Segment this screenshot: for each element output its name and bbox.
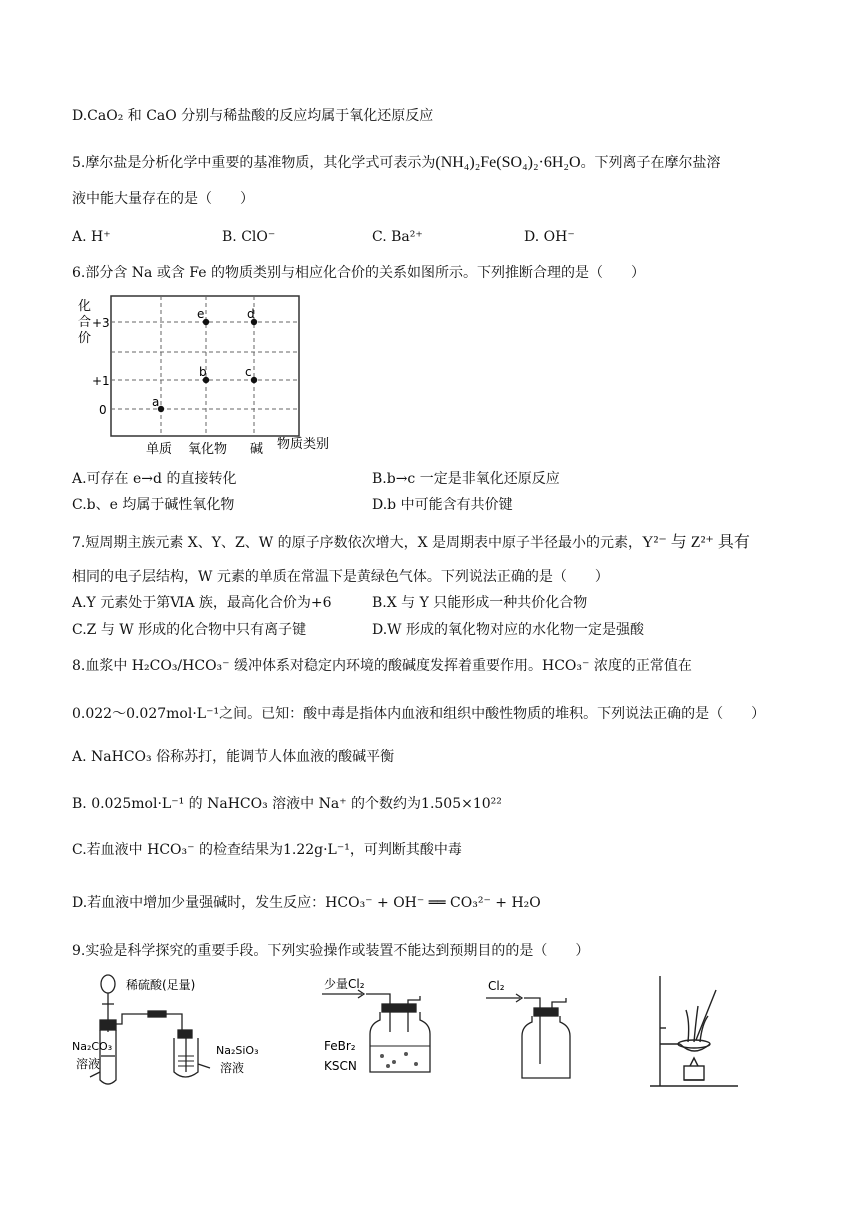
q8-stem-line2: 0.022～0.027mol·L⁻¹之间。已知：酸中毒是指体内血液和组织中酸性物质的堆积。下列说法正确的是（ ）	[72, 706, 766, 722]
q9-apparatus-2	[320, 972, 450, 1082]
ylabel-char-3: 价	[78, 331, 92, 346]
q5-option-a: A. H⁺	[72, 229, 111, 245]
q8-option-c: C.若血液中 HCO₃⁻ 的检查结果为1.22g·L⁻¹，可判断其酸中毒	[72, 842, 462, 858]
q7-ions: Y²⁻ 与 Z²⁺ 具有	[642, 534, 750, 551]
q7-stem-line1	[72, 533, 750, 553]
fig1-right-label-2: 溶液	[220, 1061, 245, 1075]
label-b: b	[199, 365, 207, 379]
ytick-zero: 0	[99, 403, 107, 417]
q5-stem-text: 5.摩尔盐是分析化学中重要的基准物质，其化学式可表示为	[72, 155, 436, 171]
ytick-plus1: +1	[92, 374, 110, 388]
q5-stem-line1	[72, 153, 721, 173]
fig2-gas-label: 少量Cl₂	[324, 977, 365, 991]
q7-stem-text: 7.短周期主族元素 X、Y、Z、W 的原子序数依次增大，X 是周期表中原子半径最小的元素，	[72, 535, 642, 551]
q8-option-d: D.若血液中增加少量强碱时，发生反应：HCO₃⁻ + OH⁻ ══ CO₃²⁻ + H₂O	[72, 895, 541, 911]
q6-option-d: D.b 中可能含有共价键	[372, 497, 513, 513]
q5-option-c: C. Ba²⁺	[372, 229, 423, 245]
q5-stem-tail: 。下列离子在摩尔盐溶	[580, 155, 721, 171]
data-points	[158, 319, 257, 412]
label-c: c	[245, 365, 252, 379]
label-d: d	[247, 307, 255, 321]
q7-option-b: B.X 与 Y 只能形成一种共价化合物	[372, 595, 588, 611]
q9-apparatus-3	[480, 972, 590, 1084]
xtick-base: 碱	[250, 442, 264, 457]
label-a: a	[152, 395, 160, 409]
q8-stem-line1: 8.血浆中 H₂CO₃/HCO₃⁻ 缓冲体系对稳定内环境的酸碱度发挥着重要作用。HCO₃⁻ 浓度的正常值在	[72, 658, 692, 674]
q9-apparatus-1	[70, 972, 280, 1090]
q5-option-b: B. ClO⁻	[222, 229, 276, 245]
q6-option-c: C.b、e 均属于碱性氧化物	[72, 497, 235, 513]
q5-stem-line2: 液中能大量存在的是（ ）	[72, 191, 254, 207]
q5-formula: (NH₄)₂Fe(SO₄)₂·6H₂O	[435, 154, 581, 171]
fig1-acid-label: 稀硫酸(足量)	[126, 978, 196, 992]
label-e: e	[197, 307, 205, 321]
q9-stem: 9.实验是科学探究的重要手段。下列实验操作或装置不能达到预期目的的是（ ）	[72, 943, 590, 959]
q4-option-d: D.CaO₂ 和 CaO 分别与稀盐酸的反应均属于氧化还原反应	[72, 108, 434, 124]
q6-stem: 6.部分含 Na 或含 Fe 的物质类别与相应化合价的关系如图所示。下列推断合理的是（ ）	[72, 265, 645, 281]
q6-option-a: A.可存在 e→d 的直接转化	[72, 471, 237, 487]
fig3-gas-label: Cl₂	[488, 979, 505, 993]
q9-apparatus-4	[640, 962, 750, 1092]
q8-option-a: A. NaHCO₃ 俗称苏打，能调节人体血液的酸碱平衡	[72, 749, 395, 765]
q5-option-d: D. OH⁻	[524, 229, 575, 245]
fig2-febr2-label: FeBr₂	[324, 1039, 356, 1053]
q7-option-a: A.Y 元素处于第ⅥA 族，最高化合价为+6	[72, 595, 332, 611]
q7-option-c: C.Z 与 W 形成的化合物中只有离子键	[72, 622, 307, 638]
q8-option-b: B. 0.025mol·L⁻¹ 的 NaHCO₃ 溶液中 Na⁺ 的个数约为1.505×10²²	[72, 796, 502, 812]
ylabel-char-1: 化	[78, 299, 92, 314]
xtick-category: 物质类别	[277, 437, 330, 452]
ytick-plus3: +3	[92, 316, 110, 330]
fig2-kscn-label: KSCN	[324, 1059, 357, 1073]
q6-option-b: B.b→c 一定是非氧化还原反应	[372, 471, 560, 487]
xtick-oxide: 氧化物	[188, 442, 228, 457]
q7-option-d: D.W 形成的氧化物对应的水化物一定是强酸	[372, 622, 645, 638]
ylabel-char-2: 合	[78, 315, 92, 330]
fig1-right-label: Na₂SiO₃	[216, 1044, 259, 1057]
fig1-left-label-2: 溶液	[76, 1057, 101, 1071]
q7-stem-line2: 相同的电子层结构，W 元素的单质在常温下是黄绿色气体。下列说法正确的是（ ）	[72, 569, 609, 585]
xtick-elemental: 单质	[146, 442, 173, 457]
fig1-left-label: Na₂CO₃	[72, 1040, 113, 1053]
point-c	[251, 377, 257, 383]
q6-valence-figure	[66, 290, 330, 460]
